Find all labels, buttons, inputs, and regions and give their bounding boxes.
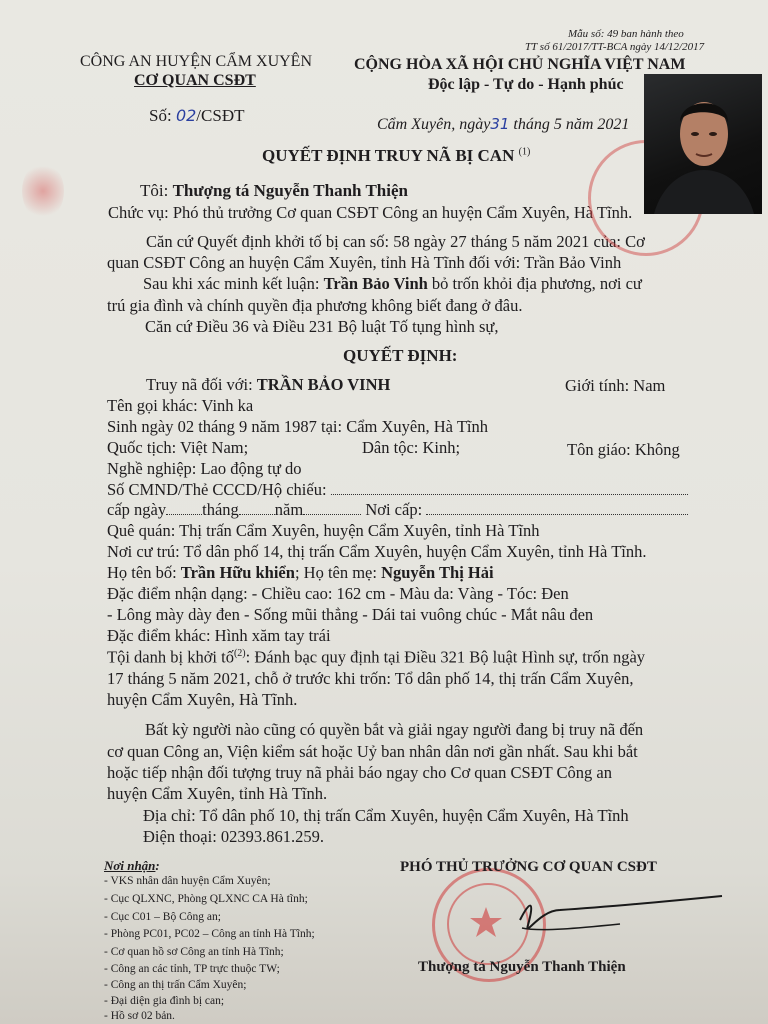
father-label: Họ tên bố:	[107, 563, 181, 582]
agency-name: CÔNG AN HUYỆN CẨM XUYÊN	[80, 53, 312, 70]
recipients-heading-text: Nơi nhận	[104, 858, 156, 873]
suspect-photo	[644, 74, 762, 214]
signature-title: PHÓ THỦ TRƯỞNG CƠ QUAN CSĐT	[400, 859, 657, 875]
parents-field	[107, 565, 494, 582]
stamp-smudge	[22, 162, 64, 220]
job-field: Nghề nghiệp: Lao động tự do	[107, 459, 302, 478]
document-number	[149, 107, 244, 124]
basis-line-1: Căn cứ Quyết định khởi tố bị can số: 58 ngày 27 tháng 5 năm 2021 của: Cơ	[146, 232, 645, 251]
gender-field: Giới tính: Nam	[565, 376, 666, 395]
title-text: QUYẾT ĐỊNH TRUY NÃ BỊ CAN	[262, 146, 515, 165]
date-place: Cẩm Xuyên, ngày	[377, 116, 491, 133]
recipient-item: - VKS nhân dân huyện Cẩm Xuyên;	[104, 875, 271, 887]
ethnicity-field: Dân tộc: Kinh;	[362, 438, 461, 457]
recipient-item: - Công an các tỉnh, TP trực thuộc TW;	[104, 963, 280, 975]
title-note: (1)	[518, 146, 531, 158]
signature-name: Thượng tá Nguyễn Thanh Thiện	[418, 959, 626, 975]
mother-name: Nguyễn Thị Hải	[381, 563, 494, 582]
id-label: Số CMND/Thẻ CCCD/Hộ chiếu:	[107, 480, 327, 499]
issue-day-dots	[166, 513, 202, 515]
issue-field	[107, 502, 688, 519]
charge-line-1	[107, 649, 645, 666]
recipient-item: - Cục QLXNC, Phòng QLXNC CA Hà tĩnh;	[104, 893, 308, 905]
date-rest: tháng 5 năm 2021	[509, 116, 630, 133]
issue-place-dots	[426, 513, 688, 515]
recipient-item: - Cơ quan hồ sơ Công an tỉnh Hà Tĩnh;	[104, 946, 284, 958]
wanted-name: TRẦN BẢO VINH	[256, 375, 391, 394]
document-title	[262, 147, 530, 164]
legal-basis-line: Căn cứ Điều 36 và Điều 231 Bộ luật Tố tụng hình sự,	[145, 317, 499, 336]
other-features-field: Đặc điểm khác: Hình xăm tay trái	[107, 626, 331, 645]
instruction-line-1: Bất kỳ người nào cũng có quyền bắt và giải ngay người đang bị truy nã đến	[145, 720, 644, 739]
wanted-line	[146, 377, 390, 394]
recipient-item: - Phòng PC01, PC02 – Công an tỉnh Hà Tĩnh;	[104, 928, 315, 940]
instruction-line-2: cơ quan Công an, Viện kiểm sát hoặc Uỷ ban nhân dân nơi gần nhất. Sau khi bắt	[107, 742, 638, 761]
conclusion-line-1	[143, 276, 642, 293]
conclusion-line-2: trú gia đình và chính quyền địa phương không biết đang ở đâu.	[107, 296, 523, 315]
number-prefix: Số:	[149, 106, 176, 125]
mother-label: ; Họ tên mẹ:	[294, 563, 382, 582]
issuer-line	[140, 182, 408, 199]
issue-date-label: cấp ngày	[107, 500, 167, 519]
recipient-item: - Đại diện gia đình bị can;	[104, 995, 225, 1007]
religion-field: Tôn giáo: Không	[567, 440, 680, 459]
date-day: 31	[490, 115, 510, 133]
birth-field: Sinh ngày 02 tháng 9 năm 1987 tại: Cẩm Xuyên, Hà Tĩnh	[107, 417, 488, 436]
conclusion-name: Trần Bảo Vinh	[323, 274, 428, 293]
hometown-field: Quê quán: Thị trấn Cẩm Xuyên, huyện Cẩm Xuyên, tỉnh Hà Tĩnh	[107, 521, 540, 540]
nationality-field: Quốc tịch: Việt Nam;	[107, 438, 249, 457]
father-name: Trần Hữu khiển	[180, 563, 295, 582]
form-note-line2: TT số 61/2017/TT-BCA ngày 14/12/2017	[525, 41, 705, 53]
id-dotted-line	[331, 493, 688, 495]
handwritten-signature	[500, 880, 730, 950]
agency-unit: CƠ QUAN CSĐT	[134, 72, 256, 89]
issue-month-label: tháng	[202, 500, 239, 519]
number-handwritten: 02	[175, 106, 197, 125]
issuer-name: Thượng tá Nguyễn Thanh Thiện	[172, 181, 408, 200]
decision-heading: QUYẾT ĐỊNH:	[343, 346, 458, 365]
charge-note: (2)	[233, 648, 246, 659]
alias-field: Tên gọi khác: Vinh ka	[107, 396, 254, 415]
residence-field: Nơi cư trú: Tổ dân phố 14, thị trấn Cẩm Xuyên, huyện Cẩm Xuyên, tỉnh Hà Tĩnh.	[107, 542, 647, 561]
recipients-heading-colon: :	[155, 858, 160, 873]
number-suffix: /CSĐT	[196, 106, 245, 125]
conclusion-text-b: bỏ trốn khỏi địa phương, nơi cư	[427, 274, 642, 293]
instruction-line-4: huyện Cẩm Xuyên, tỉnh Hà Tĩnh.	[107, 784, 328, 803]
charge-line-2: 17 tháng 5 năm 2021, chỗ ở trước khi trốn: Tổ dân phố 14, thị trấn Cẩm Xuyên,	[107, 669, 634, 688]
issuer-label: Tôi:	[140, 181, 173, 200]
wanted-label: Truy nã đối với:	[146, 375, 257, 394]
form-note-line1: Mẫu số: 49 ban hành theo	[568, 28, 684, 40]
recipient-item: - Hồ sơ 02 bản.	[104, 1010, 175, 1022]
features-line-1: Đặc điểm nhận dạng: - Chiều cao: 162 cm - Màu da: Vàng - Tóc: Đen	[107, 584, 569, 603]
phone-field: Điện thoại: 02393.861.259.	[143, 827, 325, 846]
conclusion-text-a: Sau khi xác minh kết luận:	[143, 274, 324, 293]
date-line	[377, 117, 629, 133]
issue-place-label: Nơi cấp:	[365, 500, 423, 519]
basis-line-2: quan CSĐT Công an huyện Cẩm Xuyên, tỉnh Hà Tĩnh đối với: Trần Bảo Vinh	[107, 253, 622, 272]
issue-month-dots	[239, 513, 275, 515]
charge-label: Tội danh bị khởi tố	[107, 647, 234, 667]
stamp-star-icon	[468, 904, 504, 940]
recipient-item: - Công an thị trấn Cẩm Xuyên;	[104, 979, 247, 991]
portrait-image	[644, 74, 762, 214]
charge-line-3: huyện Cẩm Xuyên, Hà Tĩnh.	[107, 690, 298, 709]
nation-motto: Độc lập - Tự do - Hạnh phúc	[428, 76, 624, 93]
features-line-2: - Lông mày dày đen - Sống mũi thẳng - Dái tai vuông chúc - Mắt nâu đen	[107, 605, 594, 624]
id-field	[107, 482, 688, 499]
address-field: Địa chỉ: Tổ dân phố 10, thị trấn Cẩm Xuyên, huyện Cẩm Xuyên, Hà Tĩnh	[143, 806, 629, 825]
charge-text-1: : Đánh bạc quy định tại Điều 321 Bộ luật Hình sự, trốn ngày	[245, 647, 646, 667]
instruction-line-3: hoặc tiếp nhận đối tượng truy nã phải báo ngay cho Cơ quan CSĐT Công an	[107, 763, 612, 782]
recipients-heading	[104, 859, 160, 872]
issue-year-dots	[303, 513, 361, 515]
issue-year-label: năm	[274, 500, 304, 519]
recipient-item: - Cục C01 – Bộ Công an;	[104, 911, 221, 923]
nation-title: CỘNG HÒA XÃ HỘI CHỦ NGHĨA VIỆT NAM	[354, 56, 686, 73]
position-line: Chức vụ: Phó thủ trưởng Cơ quan CSĐT Công an huyện Cẩm Xuyên, Hà Tĩnh.	[108, 203, 633, 222]
